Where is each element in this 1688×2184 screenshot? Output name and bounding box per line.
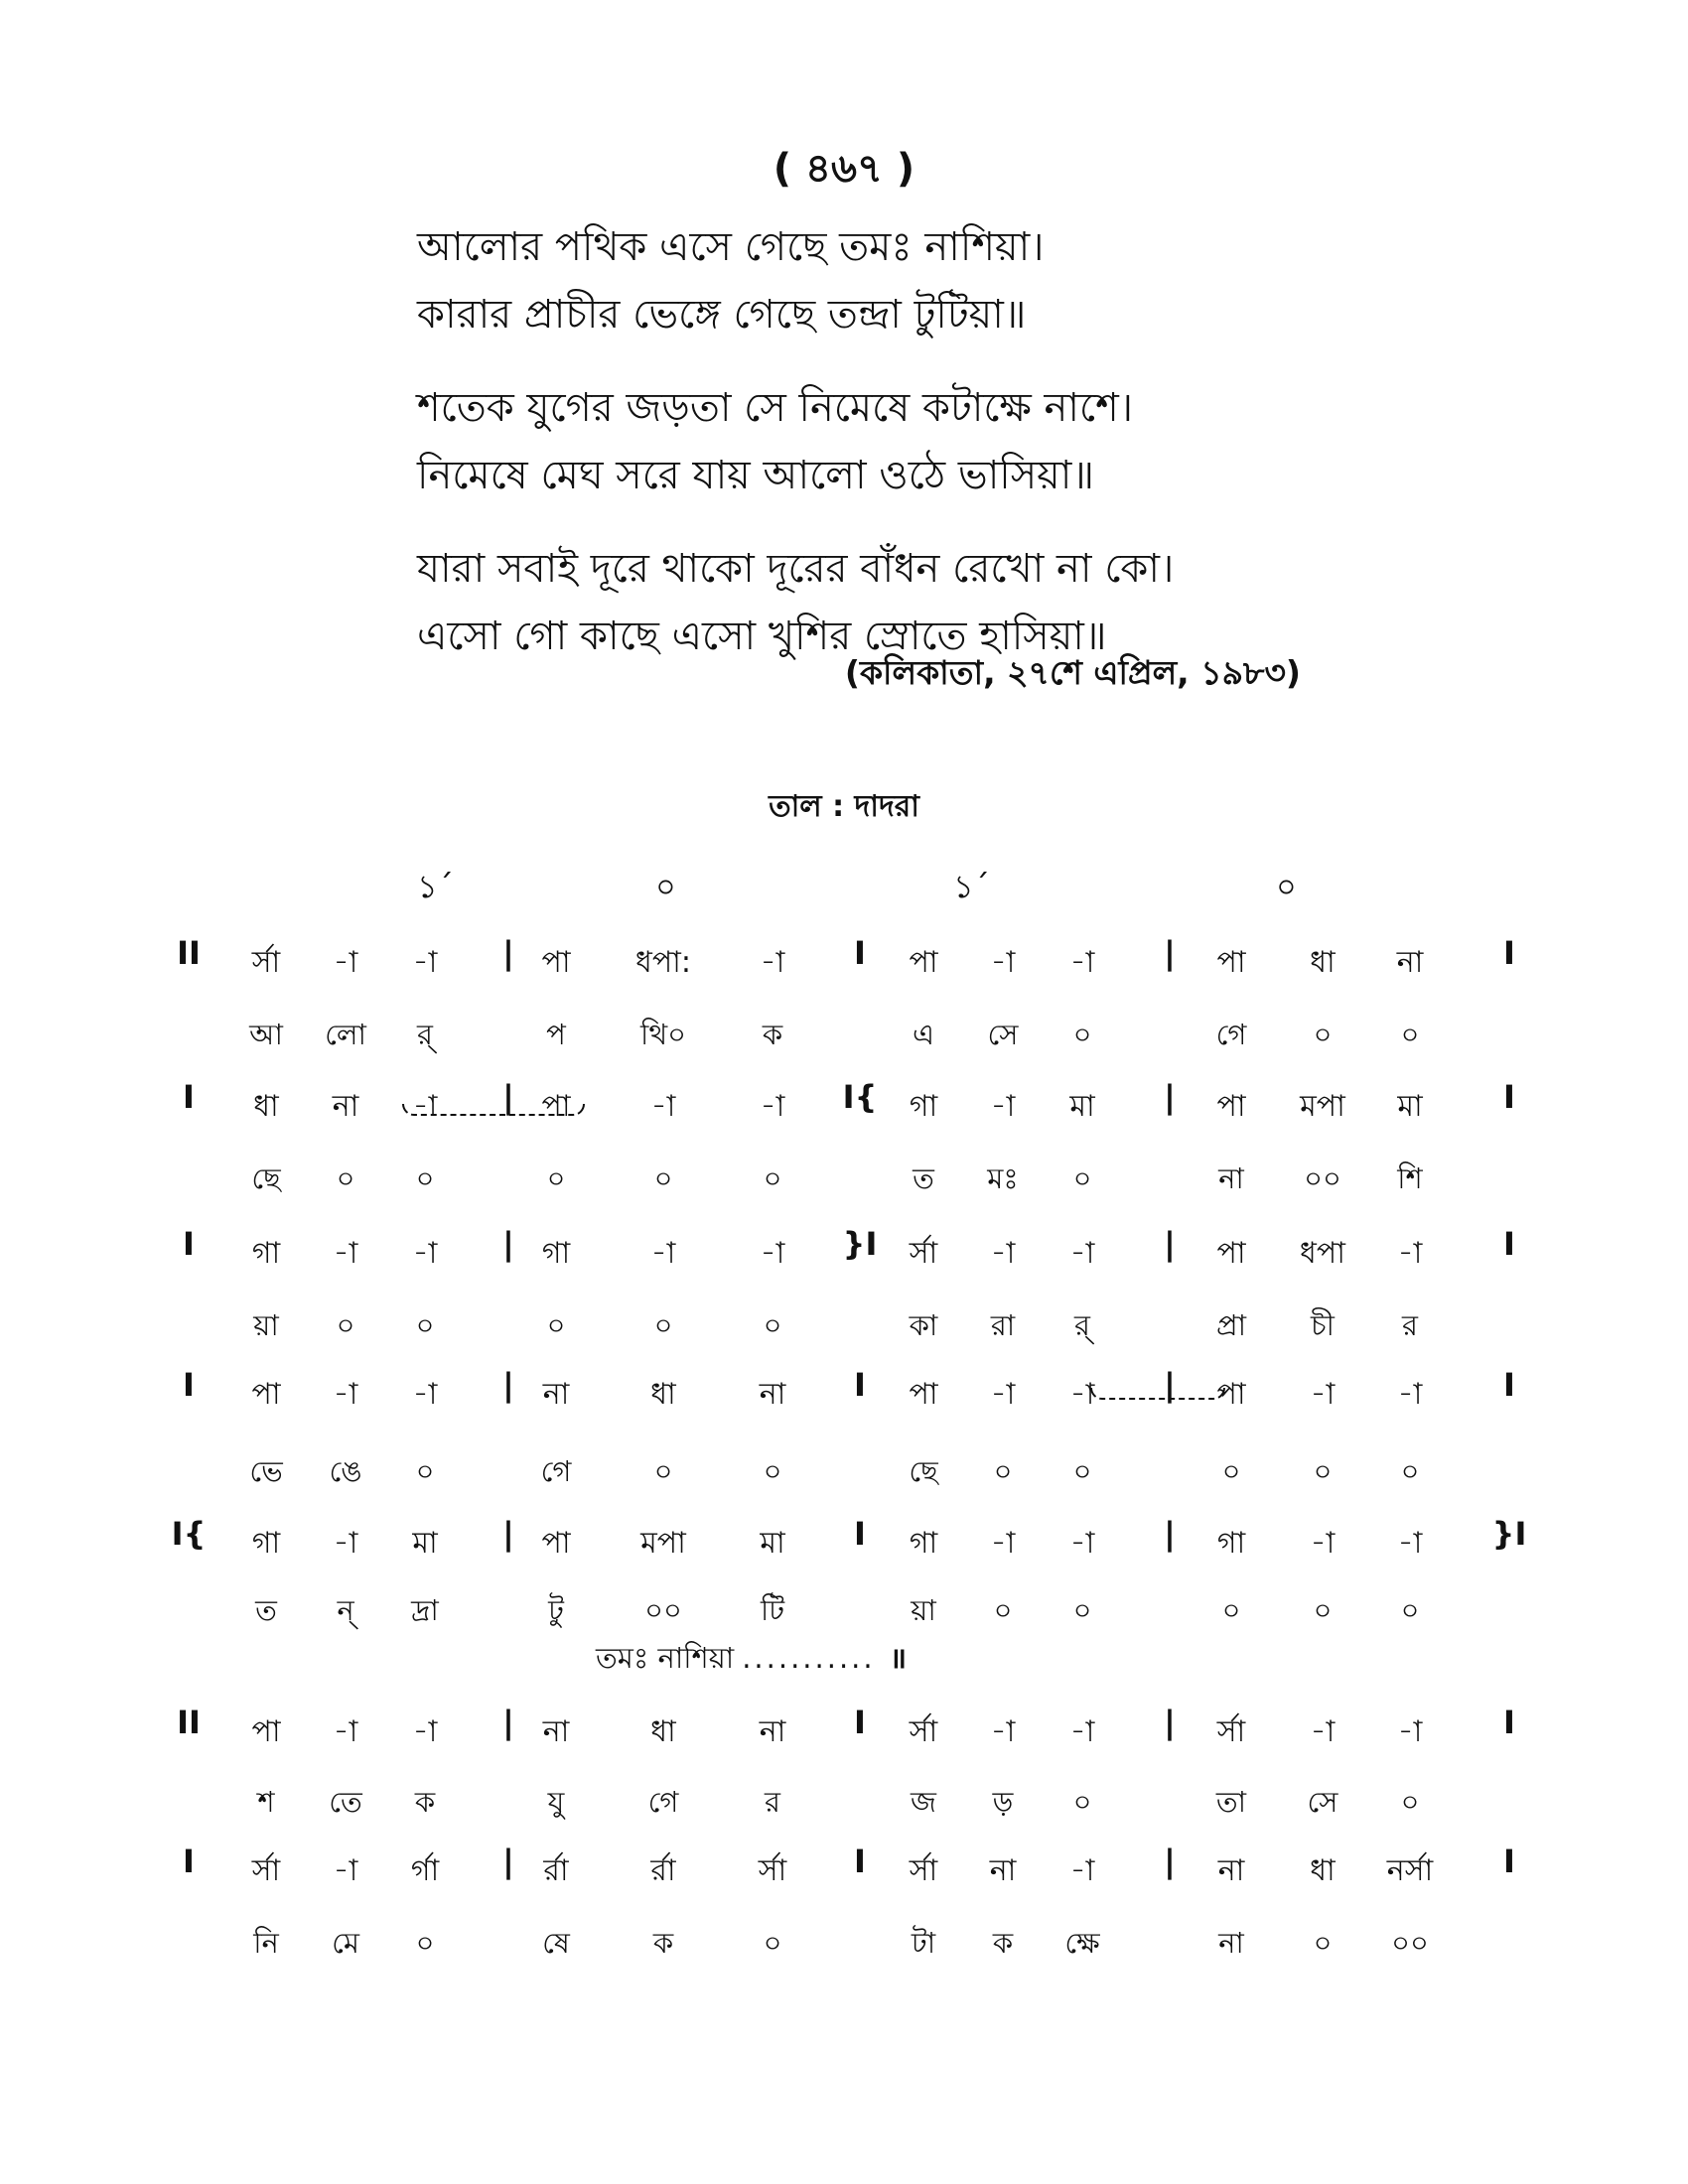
note-cell: -া: [1069, 1236, 1095, 1271]
lyric-cell: ০: [1313, 1018, 1333, 1051]
bar-line: |: [502, 934, 514, 972]
note-cell: র্সা: [251, 945, 281, 980]
page-number: ( ৪৬৭ ): [773, 146, 915, 192]
lyric-cell: গে: [647, 1785, 679, 1819]
lyric-cell: ০: [546, 1161, 566, 1195]
lyric-cell: শ: [257, 1785, 275, 1819]
lyric-cell: য়া: [253, 1308, 279, 1342]
note-cell: -া: [412, 1377, 438, 1412]
lyric-cell: ০: [336, 1161, 355, 1195]
note-cell: ধা: [650, 1714, 676, 1749]
lyric-cell: ত: [255, 1593, 277, 1627]
beat-mark: ০: [655, 868, 676, 905]
bar-line: |: [1164, 1078, 1176, 1116]
bar-line: I: [854, 934, 866, 972]
bar-line: I: [1503, 1366, 1515, 1404]
lyric-cell: ভে: [249, 1454, 283, 1488]
note-cell: -া: [1310, 1526, 1336, 1561]
note-cell: মা: [760, 1526, 785, 1561]
note-cell: ধপা: [1300, 1236, 1345, 1271]
note-cell: -া: [1069, 1377, 1095, 1412]
lyric-cell: ০: [653, 1454, 673, 1488]
bar-line: |: [502, 1078, 514, 1116]
bar-line: I: [854, 1704, 866, 1741]
note-cell: -া: [333, 1526, 358, 1561]
dateline: (কলিকাতা, ২৭শে এপ্রিল, ১৯৮৩): [844, 653, 1301, 692]
note-cell: -া: [990, 945, 1016, 980]
beat-mark: ১´: [417, 868, 454, 905]
note-cell: র্গা: [410, 1853, 440, 1888]
lyric-cell: ০: [1313, 1593, 1333, 1627]
lyric-cell: জ: [911, 1785, 936, 1819]
note-cell: মা: [1069, 1089, 1095, 1124]
lyric-cell: ০: [993, 1593, 1013, 1627]
lyric-cell: ০: [1072, 1593, 1092, 1627]
note-cell: -া: [650, 1089, 676, 1124]
beat-mark: ১´: [953, 868, 990, 905]
lyric-cell: ০: [653, 1161, 673, 1195]
lyric-cell: প্রা: [1215, 1308, 1247, 1342]
bar-line: |: [1164, 1366, 1176, 1404]
note-cell: -া: [412, 1714, 438, 1749]
note-cell: ধপা:: [635, 945, 691, 980]
lyric-cell: ০০: [1304, 1161, 1341, 1195]
lyric-cell: ০: [1221, 1454, 1241, 1488]
lyric-cell: ০: [415, 1926, 435, 1960]
lyric-cell: ষে: [542, 1926, 570, 1960]
note-cell: গা: [909, 1089, 938, 1124]
note-cell: মা: [412, 1526, 438, 1561]
note-cell: পা: [909, 1377, 938, 1412]
note-cell: -া: [1397, 1236, 1423, 1271]
note-cell: পা: [1216, 1377, 1246, 1412]
lyric-cell: র: [765, 1785, 780, 1819]
lyric-cell: এ: [912, 1018, 935, 1051]
lyric-cell: না: [1218, 1161, 1244, 1195]
lyric-cell: ০: [1400, 1593, 1420, 1627]
lyric-cell: আ: [249, 1018, 283, 1051]
lyric-cell: ক্ষে: [1064, 1926, 1100, 1960]
note-cell: -া: [1310, 1377, 1336, 1412]
bar-line: I: [1503, 1078, 1515, 1116]
note-cell: -া: [333, 1714, 358, 1749]
lyric-cell: প: [546, 1018, 566, 1051]
note-cell: -া: [1310, 1714, 1336, 1749]
lyric-cell: ০: [763, 1926, 782, 1960]
lyric-cell: ০: [763, 1454, 782, 1488]
bar-line: |: [1164, 1225, 1176, 1263]
bar-line: II: [177, 1704, 201, 1741]
note-cell: -া: [760, 1236, 785, 1271]
bar-line: |: [1164, 1515, 1176, 1553]
lyric-cell: ০: [763, 1161, 782, 1195]
note-cell: পা: [1216, 1236, 1246, 1271]
note-cell: ধা: [1310, 1853, 1336, 1888]
lyric-cell: না: [1218, 1926, 1244, 1960]
note-cell: না: [542, 1377, 570, 1412]
lyric-cell: ০: [1400, 1785, 1420, 1819]
note-cell: নর্সা: [1386, 1853, 1434, 1888]
note-cell: গা: [541, 1236, 571, 1271]
note-cell: পা: [541, 1089, 571, 1124]
note-cell: র্সা: [758, 1853, 787, 1888]
poem-line: কারার প্রাচীর ভেঙ্গে গেছে তন্দ্রা টুটিয়া॥: [417, 292, 1027, 338]
lyric-cell: ০০: [1391, 1926, 1429, 1960]
note-cell: -া: [412, 1089, 438, 1124]
lyric-cell: গে: [1215, 1018, 1247, 1051]
lyric-cell: শি: [1397, 1161, 1423, 1195]
bar-line: I: [1503, 934, 1515, 972]
note-cell: -া: [412, 1236, 438, 1271]
note-cell: গা: [251, 1236, 281, 1271]
note-cell: মপা: [640, 1526, 686, 1561]
bar-line: |: [1164, 1843, 1176, 1880]
lyric-cell: টি: [760, 1593, 785, 1627]
note-cell: মপা: [1300, 1089, 1345, 1124]
lyric-cell: ০: [1221, 1593, 1241, 1627]
bar-line: I: [1503, 1225, 1515, 1263]
lyric-cell: ০: [336, 1308, 355, 1342]
poem: [417, 213, 1410, 696]
bar-line: }I: [842, 1225, 878, 1263]
lyric-cell: সে: [1307, 1785, 1338, 1819]
note-cell: র্সা: [1216, 1714, 1246, 1749]
refrain-dots: ...........: [742, 1641, 876, 1675]
note-cell: র্সা: [909, 1714, 938, 1749]
lyric-cell: ০: [1400, 1018, 1420, 1051]
stanza: [417, 213, 1410, 348]
lyric-cell: ছে: [909, 1454, 938, 1488]
note-cell: -া: [990, 1377, 1016, 1412]
note-cell: পা: [251, 1377, 281, 1412]
lyric-cell: নি: [253, 1926, 279, 1960]
lyric-cell: র্: [1074, 1308, 1090, 1342]
lyric-cell: ০: [1072, 1018, 1092, 1051]
lyric-cell: ক: [992, 1926, 1014, 1960]
slur-mark: [402, 1104, 585, 1116]
refrain-line: [596, 1636, 907, 1685]
note-cell: র্সা: [251, 1853, 281, 1888]
lyric-cell: তা: [1215, 1785, 1247, 1819]
bar-line: |: [1164, 934, 1176, 972]
bar-line: I: [1503, 1704, 1515, 1741]
note-cell: না: [759, 1377, 786, 1412]
lyric-cell: ন্: [337, 1593, 354, 1627]
note-cell: -া: [333, 945, 358, 980]
lyric-cell: টু: [548, 1593, 564, 1627]
lyric-cell: ০: [415, 1308, 435, 1342]
lyric-cell: ঙে: [329, 1454, 362, 1488]
note-cell: -া: [1069, 1853, 1095, 1888]
bar-line: I: [183, 1078, 195, 1116]
note-cell: না: [1396, 945, 1424, 980]
bar-line: I: [183, 1843, 195, 1880]
lyric-cell: ০: [1072, 1454, 1092, 1488]
lyric-cell: ০০: [644, 1593, 682, 1627]
bar-line: |: [502, 1366, 514, 1404]
bar-line: |: [502, 1843, 514, 1880]
refrain-text: তমঃ নাশিয়া: [596, 1641, 735, 1675]
lyric-cell: তে: [329, 1785, 362, 1819]
lyric-cell: ০: [1313, 1454, 1333, 1488]
note-cell: ধা: [253, 1089, 279, 1124]
lyric-cell: ০: [546, 1308, 566, 1342]
note-cell: -া: [1069, 945, 1095, 980]
lyric-cell: দ্রা: [411, 1593, 439, 1627]
poem-line: নিমেষে মেঘ সরে যায় আলো ওঠে ভাসিয়া॥: [417, 453, 1094, 498]
note-cell: -া: [760, 1089, 785, 1124]
bar-line: I: [1503, 1843, 1515, 1880]
poem-line: শতেক যুগের জড়তা সে নিমেষে কটাক্ষে নাশে।: [417, 385, 1134, 431]
note-cell: -া: [1069, 1714, 1095, 1749]
lyric-cell: থি০: [640, 1018, 686, 1051]
bar-line: |: [502, 1225, 514, 1263]
note-cell: গা: [1216, 1526, 1246, 1561]
note-cell: না: [759, 1714, 786, 1749]
note-cell: -া: [650, 1236, 676, 1271]
bar-line: I{: [171, 1515, 207, 1553]
lyric-cell: গে: [540, 1454, 572, 1488]
bar-line: |: [502, 1704, 514, 1741]
lyric-cell: ছে: [251, 1161, 281, 1195]
bar-line: |: [1164, 1704, 1176, 1741]
note-cell: র্রা: [543, 1853, 569, 1888]
taal-heading: তাল : দাদরা: [769, 789, 919, 824]
lyric-cell: কা: [909, 1308, 938, 1342]
note-cell: ধা: [1310, 945, 1336, 980]
note-cell: পা: [541, 1526, 571, 1561]
poem-line: যারা সবাই দূরে থাকো দূরের বাঁধন রেখো না কো।: [417, 546, 1175, 592]
note-cell: পা: [1216, 945, 1246, 980]
lyric-cell: লো: [325, 1018, 366, 1051]
note-cell: না: [542, 1714, 570, 1749]
stanza: [417, 374, 1410, 509]
lyric-cell: ০: [993, 1454, 1013, 1488]
lyric-cell: ০: [415, 1161, 435, 1195]
note-cell: গা: [909, 1526, 938, 1561]
beat-mark: ০: [1276, 868, 1297, 905]
note-cell: -া: [333, 1236, 358, 1271]
lyric-cell: ০: [1313, 1926, 1333, 1960]
note-cell: র্রা: [650, 1853, 676, 1888]
lyric-cell: সে: [987, 1018, 1019, 1051]
bar-line: I: [854, 1843, 866, 1880]
note-cell: র্সা: [909, 1853, 938, 1888]
lyric-cell: ০: [1072, 1785, 1092, 1819]
lyric-cell: ০: [653, 1308, 673, 1342]
lyric-cell: র: [1402, 1308, 1418, 1342]
note-cell: -া: [1397, 1526, 1423, 1561]
bar-line: I{: [842, 1078, 878, 1116]
note-cell: -া: [1397, 1377, 1423, 1412]
slur-mark: [1090, 1388, 1225, 1400]
lyric-cell: ০: [1072, 1161, 1092, 1195]
note-cell: পা: [909, 945, 938, 980]
lyric-cell: ০: [415, 1454, 435, 1488]
bar-line: |: [502, 1515, 514, 1553]
poem-line: আলোর পথিক এসে গেছে তমঃ নাশিয়া।: [417, 224, 1045, 270]
bar-line: I: [854, 1366, 866, 1404]
lyric-cell: রা: [990, 1308, 1016, 1342]
refrain-end-mark: ॥: [889, 1641, 907, 1675]
note-cell: র্সা: [909, 1236, 938, 1271]
bar-line: }I: [1491, 1515, 1527, 1553]
lyric-cell: ত: [913, 1161, 934, 1195]
note-cell: ধা: [650, 1377, 676, 1412]
lyric-cell: ক: [414, 1785, 436, 1819]
lyric-cell: ০: [1400, 1454, 1420, 1488]
note-cell: মা: [1397, 1089, 1423, 1124]
lyric-cell: মঃ: [987, 1161, 1019, 1195]
note-cell: -া: [333, 1853, 358, 1888]
lyric-cell: ০: [763, 1308, 782, 1342]
note-cell: -া: [760, 945, 785, 980]
bar-line: I: [854, 1515, 866, 1553]
note-cell: পা: [251, 1714, 281, 1749]
bar-line: I: [183, 1225, 195, 1263]
bar-line: I: [183, 1366, 195, 1404]
note-cell: -া: [990, 1089, 1016, 1124]
note-cell: না: [1217, 1853, 1245, 1888]
note-cell: -া: [1069, 1526, 1095, 1561]
note-cell: না: [989, 1853, 1017, 1888]
note-cell: পা: [541, 945, 571, 980]
note-cell: -া: [412, 945, 438, 980]
note-cell: -া: [1397, 1714, 1423, 1749]
poem-line: এসো গো কাছে এসো খুশির স্রোতে হাসিয়া॥: [417, 614, 1107, 659]
note-cell: -া: [990, 1236, 1016, 1271]
note-cell: না: [332, 1089, 359, 1124]
note-cell: -া: [333, 1377, 358, 1412]
lyric-cell: চী: [1311, 1308, 1335, 1342]
lyric-cell: যু: [547, 1785, 565, 1819]
lyric-cell: য়া: [911, 1593, 936, 1627]
lyric-cell: মে: [332, 1926, 359, 1960]
lyric-cell: ড়: [992, 1785, 1014, 1819]
note-cell: -া: [990, 1526, 1016, 1561]
bar-line: II: [177, 934, 201, 972]
lyric-cell: র্: [417, 1018, 433, 1051]
lyric-cell: ক: [762, 1018, 783, 1051]
lyric-cell: টা: [911, 1926, 936, 1960]
note-cell: -া: [990, 1714, 1016, 1749]
note-cell: পা: [1216, 1089, 1246, 1124]
note-cell: গা: [251, 1526, 281, 1561]
lyric-cell: ক: [652, 1926, 674, 1960]
